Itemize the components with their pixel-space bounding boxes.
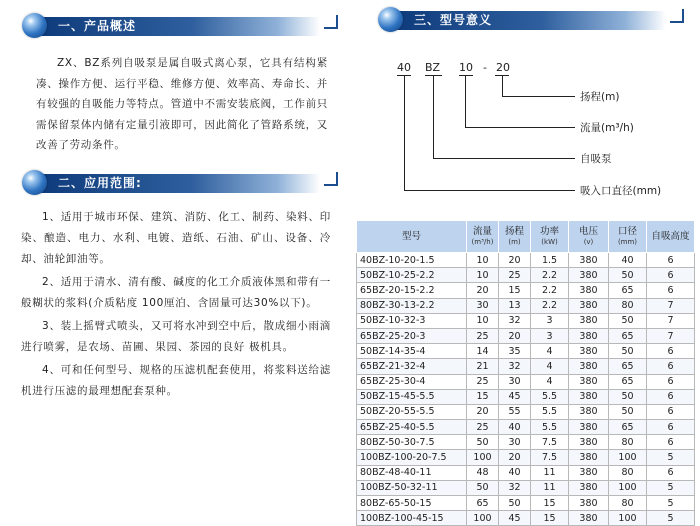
table-row [357, 313, 695, 328]
value-cell: 65 [609, 328, 647, 343]
value-cell: 5 [647, 480, 695, 495]
value-cell: 380 [569, 253, 609, 268]
model-cell: 80BZ-65-50-15 [357, 496, 467, 511]
value-cell: 45 [499, 389, 531, 404]
value-cell: 14 [467, 344, 499, 359]
value-cell: 50 [499, 496, 531, 511]
value-cell: 80 [609, 435, 647, 450]
value-cell: 380 [569, 359, 609, 374]
value-cell: 21 [467, 359, 499, 374]
underline [459, 75, 473, 76]
value-cell: 65 [609, 420, 647, 435]
model-cell: 50BZ-10-25-2.2 [357, 268, 467, 283]
corner-bracket-icon [670, 9, 684, 23]
value-cell: 50 [609, 313, 647, 328]
value-cell: 10 [467, 253, 499, 268]
label-flow: 流量(m³/h) [580, 122, 634, 134]
table-row [357, 480, 695, 495]
table-row [357, 496, 695, 511]
value-cell: 10 [467, 268, 499, 283]
table-row [357, 283, 695, 298]
value-cell: 7 [647, 313, 695, 328]
value-cell: 20 [499, 253, 531, 268]
column-header-label: 扬程 [504, 225, 524, 237]
bullet-orb-icon [378, 7, 403, 32]
model-cell: 100BZ-100-20-7.5 [357, 450, 467, 465]
column-header-unit: (mm) [617, 237, 638, 246]
value-cell: 65 [609, 283, 647, 298]
value-cell: 50 [609, 344, 647, 359]
application-item-2: 2、适用于清水、清有酸、碱度的化工介质液体黑和带有一般糊状的浆料(介质粘度 100厘泊、含固量可达30%以下)。 [21, 276, 331, 309]
column-header-label: 流量 [472, 225, 492, 237]
column-header [569, 221, 609, 253]
application-text [21, 207, 331, 402]
value-cell: 25 [467, 328, 499, 343]
table-row [357, 404, 695, 419]
model-cell: 50BZ-10-32-3 [357, 313, 467, 328]
value-cell: 5.5 [531, 389, 569, 404]
value-cell: 7.5 [531, 450, 569, 465]
value-cell: 20 [499, 450, 531, 465]
application-item-4: 4、可和任何型号、规格的压滤机配套使用，将浆料送给滤机进行压滤的最理想配套泵种。 [21, 364, 331, 397]
section-title: 二、应用范围: [58, 176, 142, 190]
value-cell: 100 [467, 450, 499, 465]
value-cell: 6 [647, 465, 695, 480]
model-cell: 65BZ-21-32-4 [357, 359, 467, 374]
column-header [647, 221, 695, 253]
model-part-head: 20 [496, 61, 510, 74]
value-cell: 48 [467, 465, 499, 480]
value-cell: 40 [499, 465, 531, 480]
value-cell: 15 [467, 389, 499, 404]
corner-bracket-icon [324, 15, 338, 29]
model-cell: 100BZ-100-45-15 [357, 511, 467, 526]
value-cell: 6 [647, 344, 695, 359]
value-cell: 3 [531, 313, 569, 328]
bullet-orb-icon [22, 170, 47, 195]
bullet-orb-icon [22, 13, 47, 38]
value-cell: 20 [467, 404, 499, 419]
table-row [357, 435, 695, 450]
model-cell: 65BZ-20-15-2.2 [357, 283, 467, 298]
value-cell: 15 [499, 283, 531, 298]
value-cell: 6 [647, 435, 695, 450]
model-cell: 80BZ-50-30-7.5 [357, 435, 467, 450]
value-cell: 65 [467, 496, 499, 511]
value-cell: 2.2 [531, 268, 569, 283]
column-header-label: 口径 [617, 225, 637, 237]
column-header-unit: (m) [508, 237, 521, 246]
table-row [357, 374, 695, 389]
value-cell: 50 [609, 268, 647, 283]
value-cell: 100 [467, 511, 499, 526]
column-header [467, 221, 499, 253]
section-title: 三、型号意义 [414, 13, 493, 27]
connector-line [465, 127, 575, 128]
column-header [499, 221, 531, 253]
value-cell: 15 [531, 511, 569, 526]
column-header-label: 型号 [401, 231, 421, 242]
value-cell: 380 [569, 465, 609, 480]
value-cell: 25 [467, 374, 499, 389]
value-cell: 380 [569, 404, 609, 419]
value-cell: 5 [647, 496, 695, 511]
value-cell: 5.5 [531, 420, 569, 435]
value-cell: 380 [569, 420, 609, 435]
table-row [357, 359, 695, 374]
column-header-label: 功率 [539, 225, 559, 237]
value-cell: 380 [569, 374, 609, 389]
value-cell: 13 [499, 298, 531, 313]
value-cell: 55 [499, 404, 531, 419]
value-cell: 6 [647, 253, 695, 268]
value-cell: 35 [499, 344, 531, 359]
model-cell: 80BZ-48-40-11 [357, 465, 467, 480]
model-part-flow: 10 [459, 61, 473, 74]
value-cell: 4 [531, 359, 569, 374]
value-cell: 4 [531, 374, 569, 389]
value-cell: 10 [467, 313, 499, 328]
model-cell: 50BZ-14-35-4 [357, 344, 467, 359]
value-cell: 3 [531, 328, 569, 343]
connector-line [433, 76, 434, 158]
table-header-row [357, 221, 695, 253]
value-cell: 15 [531, 496, 569, 511]
value-cell: 7.5 [531, 435, 569, 450]
section-header-model-meaning [378, 9, 684, 31]
column-header-label: 自吸高度 [651, 231, 690, 242]
value-cell: 380 [569, 389, 609, 404]
table-row [357, 253, 695, 268]
value-cell: 1.5 [531, 253, 569, 268]
column-header-label: 电压 [578, 225, 598, 237]
column-header [357, 221, 467, 253]
table-row [357, 420, 695, 435]
column-header [531, 221, 569, 253]
value-cell: 80 [609, 496, 647, 511]
value-cell: 7 [647, 298, 695, 313]
value-cell: 6 [647, 404, 695, 419]
value-cell: 380 [569, 283, 609, 298]
value-cell: 32 [499, 313, 531, 328]
value-cell: 380 [569, 496, 609, 511]
model-part-dash: - [483, 61, 487, 74]
value-cell: 5.5 [531, 404, 569, 419]
value-cell: 380 [569, 344, 609, 359]
corner-bracket-icon [324, 172, 338, 186]
value-cell: 380 [569, 450, 609, 465]
model-cell: 50BZ-15-45-5.5 [357, 389, 467, 404]
application-item-1: 1、适用于城市环保、建筑、消防、化工、制药、染料、印染、酿造、电力、水利、电镀、造纸、石油、矿山、设备、冷却、油轮卸油等。 [21, 211, 331, 265]
connector-line [404, 76, 405, 190]
connector-line [433, 158, 575, 159]
value-cell: 30 [499, 435, 531, 450]
application-item-3: 3、装上摇臂式喷头，又可将水冲到空中后，散成细小雨滴进行喷雾，是农场、苗圃、果园、茶园的良好 极机具。 [21, 320, 331, 353]
value-cell: 50 [609, 389, 647, 404]
table-row [357, 344, 695, 359]
value-cell: 40 [499, 420, 531, 435]
value-cell: 45 [499, 511, 531, 526]
value-cell: 6 [647, 420, 695, 435]
value-cell: 6 [647, 268, 695, 283]
value-cell: 20 [467, 283, 499, 298]
value-cell: 32 [499, 359, 531, 374]
connector-line [502, 96, 575, 97]
value-cell: 20 [499, 328, 531, 343]
section-header-application [22, 172, 338, 194]
value-cell: 100 [609, 511, 647, 526]
value-cell: 380 [569, 268, 609, 283]
column-header-unit: (kW) [541, 237, 558, 246]
section-title: 一、产品概述 [58, 19, 137, 33]
connector-line [404, 190, 575, 191]
value-cell: 380 [569, 435, 609, 450]
connector-line [502, 76, 503, 96]
section-header-overview [22, 15, 338, 37]
column-header [609, 221, 647, 253]
value-cell: 380 [569, 480, 609, 495]
model-cell: 100BZ-50-32-11 [357, 480, 467, 495]
label-pump: 自吸泵 [580, 153, 612, 165]
value-cell: 100 [609, 450, 647, 465]
value-cell: 6 [647, 359, 695, 374]
value-cell: 80 [609, 465, 647, 480]
value-cell: 2.2 [531, 298, 569, 313]
table-row [357, 328, 695, 343]
label-head: 扬程(m) [580, 91, 620, 103]
value-cell: 30 [467, 298, 499, 313]
value-cell: 25 [499, 268, 531, 283]
value-cell: 380 [569, 328, 609, 343]
table-row [357, 511, 695, 526]
model-part-diameter: 40 [397, 61, 411, 74]
value-cell: 65 [609, 359, 647, 374]
value-cell: 11 [531, 480, 569, 495]
table-row [357, 268, 695, 283]
value-cell: 50 [467, 435, 499, 450]
value-cell: 380 [569, 298, 609, 313]
overview-paragraph: ZX、BZ系列自吸泵是属自吸式离心泵，它具有结构紧凑、操作方便、运行平稳、维修方便、效率高、寿命长、并有较强的自吸能力等特点。管道中不需安装底阀，工作前只需保留泵体内储有定量引液即可，因此简化了管路系统，又改善了劳动条件。 [36, 57, 328, 151]
value-cell: 30 [499, 374, 531, 389]
table-row [357, 450, 695, 465]
value-cell: 6 [647, 374, 695, 389]
value-cell: 6 [647, 389, 695, 404]
value-cell: 50 [467, 480, 499, 495]
value-cell: 65 [609, 374, 647, 389]
value-cell: 5 [647, 511, 695, 526]
table-row [357, 389, 695, 404]
value-cell: 11 [531, 465, 569, 480]
overview-text [36, 53, 328, 156]
value-cell: 6 [647, 283, 695, 298]
label-diameter: 吸入口直径(mm) [580, 185, 662, 197]
model-cell: 50BZ-20-55-5.5 [357, 404, 467, 419]
spec-table [356, 220, 695, 526]
table-row [357, 465, 695, 480]
model-cell: 65BZ-25-30-4 [357, 374, 467, 389]
value-cell: 380 [569, 313, 609, 328]
model-part-series: BZ [425, 61, 441, 74]
value-cell: 2.2 [531, 283, 569, 298]
value-cell: 80 [609, 298, 647, 313]
value-cell: 5 [647, 450, 695, 465]
value-cell: 32 [499, 480, 531, 495]
value-cell: 7 [647, 328, 695, 343]
model-cell: 80BZ-30-13-2.2 [357, 298, 467, 313]
value-cell: 4 [531, 344, 569, 359]
value-cell: 380 [569, 511, 609, 526]
column-header-unit: (v) [583, 237, 594, 246]
value-cell: 100 [609, 480, 647, 495]
model-cell: 40BZ-10-20-1.5 [357, 253, 467, 268]
value-cell: 25 [467, 420, 499, 435]
model-cell: 65BZ-25-20-3 [357, 328, 467, 343]
value-cell: 40 [609, 253, 647, 268]
column-header-unit: (m³/h) [471, 237, 494, 246]
value-cell: 50 [609, 404, 647, 419]
connector-line [465, 76, 466, 127]
model-cell: 65BZ-25-40-5.5 [357, 420, 467, 435]
table-row [357, 298, 695, 313]
